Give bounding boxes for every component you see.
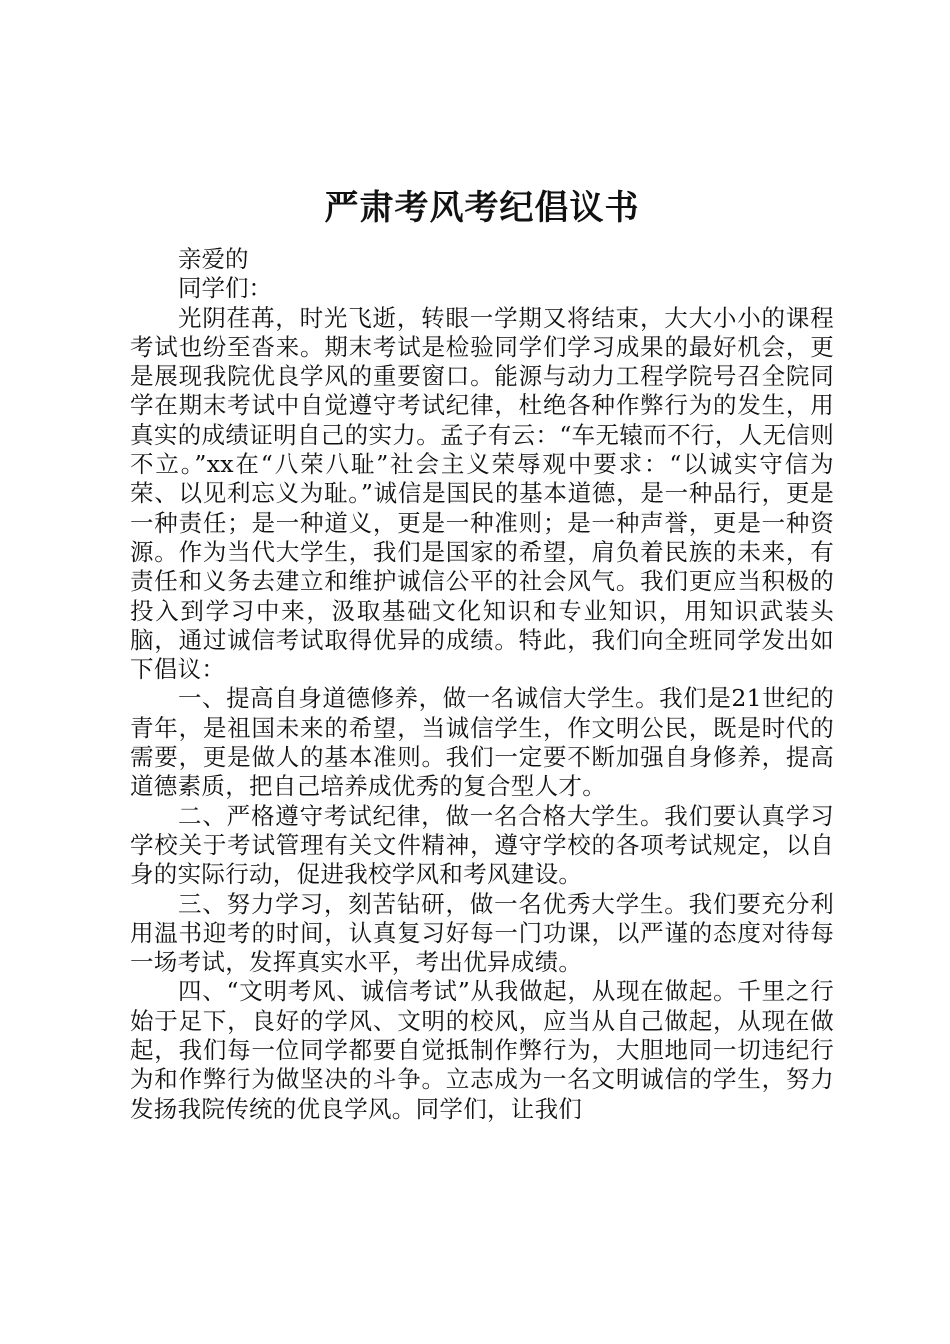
document-title: 严肃考风考纪倡议书: [324, 188, 640, 228]
paragraph-point-1: 一、提高自身道德修养，做一名诚信大学生。我们是21世纪的青年，是祖国未来的希望，当诚信学生，作文明公民，既是时代的需要，更是做人的基本准则。我们一定要不断加强自身修养，提高道德素质，把自己培养成优秀的复合型人才。: [130, 684, 834, 801]
document-page: [130, 183, 834, 1124]
paragraph-point-3: 三、努力学习，刻苦钻研，做一名优秀大学生。我们要充分利用温书迎考的时间，认真复习好每一门功课，以严谨的态度对待每一场考试，发挥真实水平，考出优异成绩。: [130, 889, 834, 977]
salutation-line-1: 亲爱的: [178, 245, 249, 273]
paragraph-intro: 光阴荏苒，时光飞逝，转眼一学期又将结束，大大小小的课程考试也纷至沓来。期末考试是检验同学们学习成果的最好机会，更是展现我院优良学风的重要窗口。能源与动力工程学院号召全院同学在期末考试中自觉遵守考试纪律，杜绝各种作弊行为的发生，用真实的成绩证明自己的实力。孟子有云：“车无辕而不行，人无信则不立。”xx在“八荣八耻”社会主义荣辱观中要求：“以诚实守信为荣、以见利忘义为耻。”诚信是国民的基本道德，是一种品行，更是一种责任；是一种道义，更是一种准则；是一种声誉，更是一种资源。作为当代大学生，我们是国家的希望，肩负着民族的未来，有责任和义务去建立和维护诚信公平的社会风气。我们更应当积极的投入到学习中来，汲取基础文化知识和专业知识，用知识武装头脑，通过诚信考试取得优异的成绩。特此，我们向全班同学发出如下倡议：: [130, 303, 834, 684]
salutation-line-2: 同学们：: [178, 274, 272, 303]
paragraph-point-4: 四、“文明考风、诚信考试”从我做起，从现在做起。千里之行始于足下，良好的学风、文明的校风，应当从自己做起，从现在做起，我们每一位同学都要自觉抵制作弊行为，大胆地同一切违纪行为和作弊行为做坚决的斗争。立志成为一名文明诚信的学生，努力发扬我院传统的优良学风。同学们，让我们: [130, 977, 834, 1123]
paragraph-point-2: 二、严格遵守考试纪律，做一名合格大学生。我们要认真学习学校关于考试管理有关文件精神，遵守学校的各项考试规定，以自身的实际行动，促进我校学风和考风建设。: [130, 801, 834, 889]
